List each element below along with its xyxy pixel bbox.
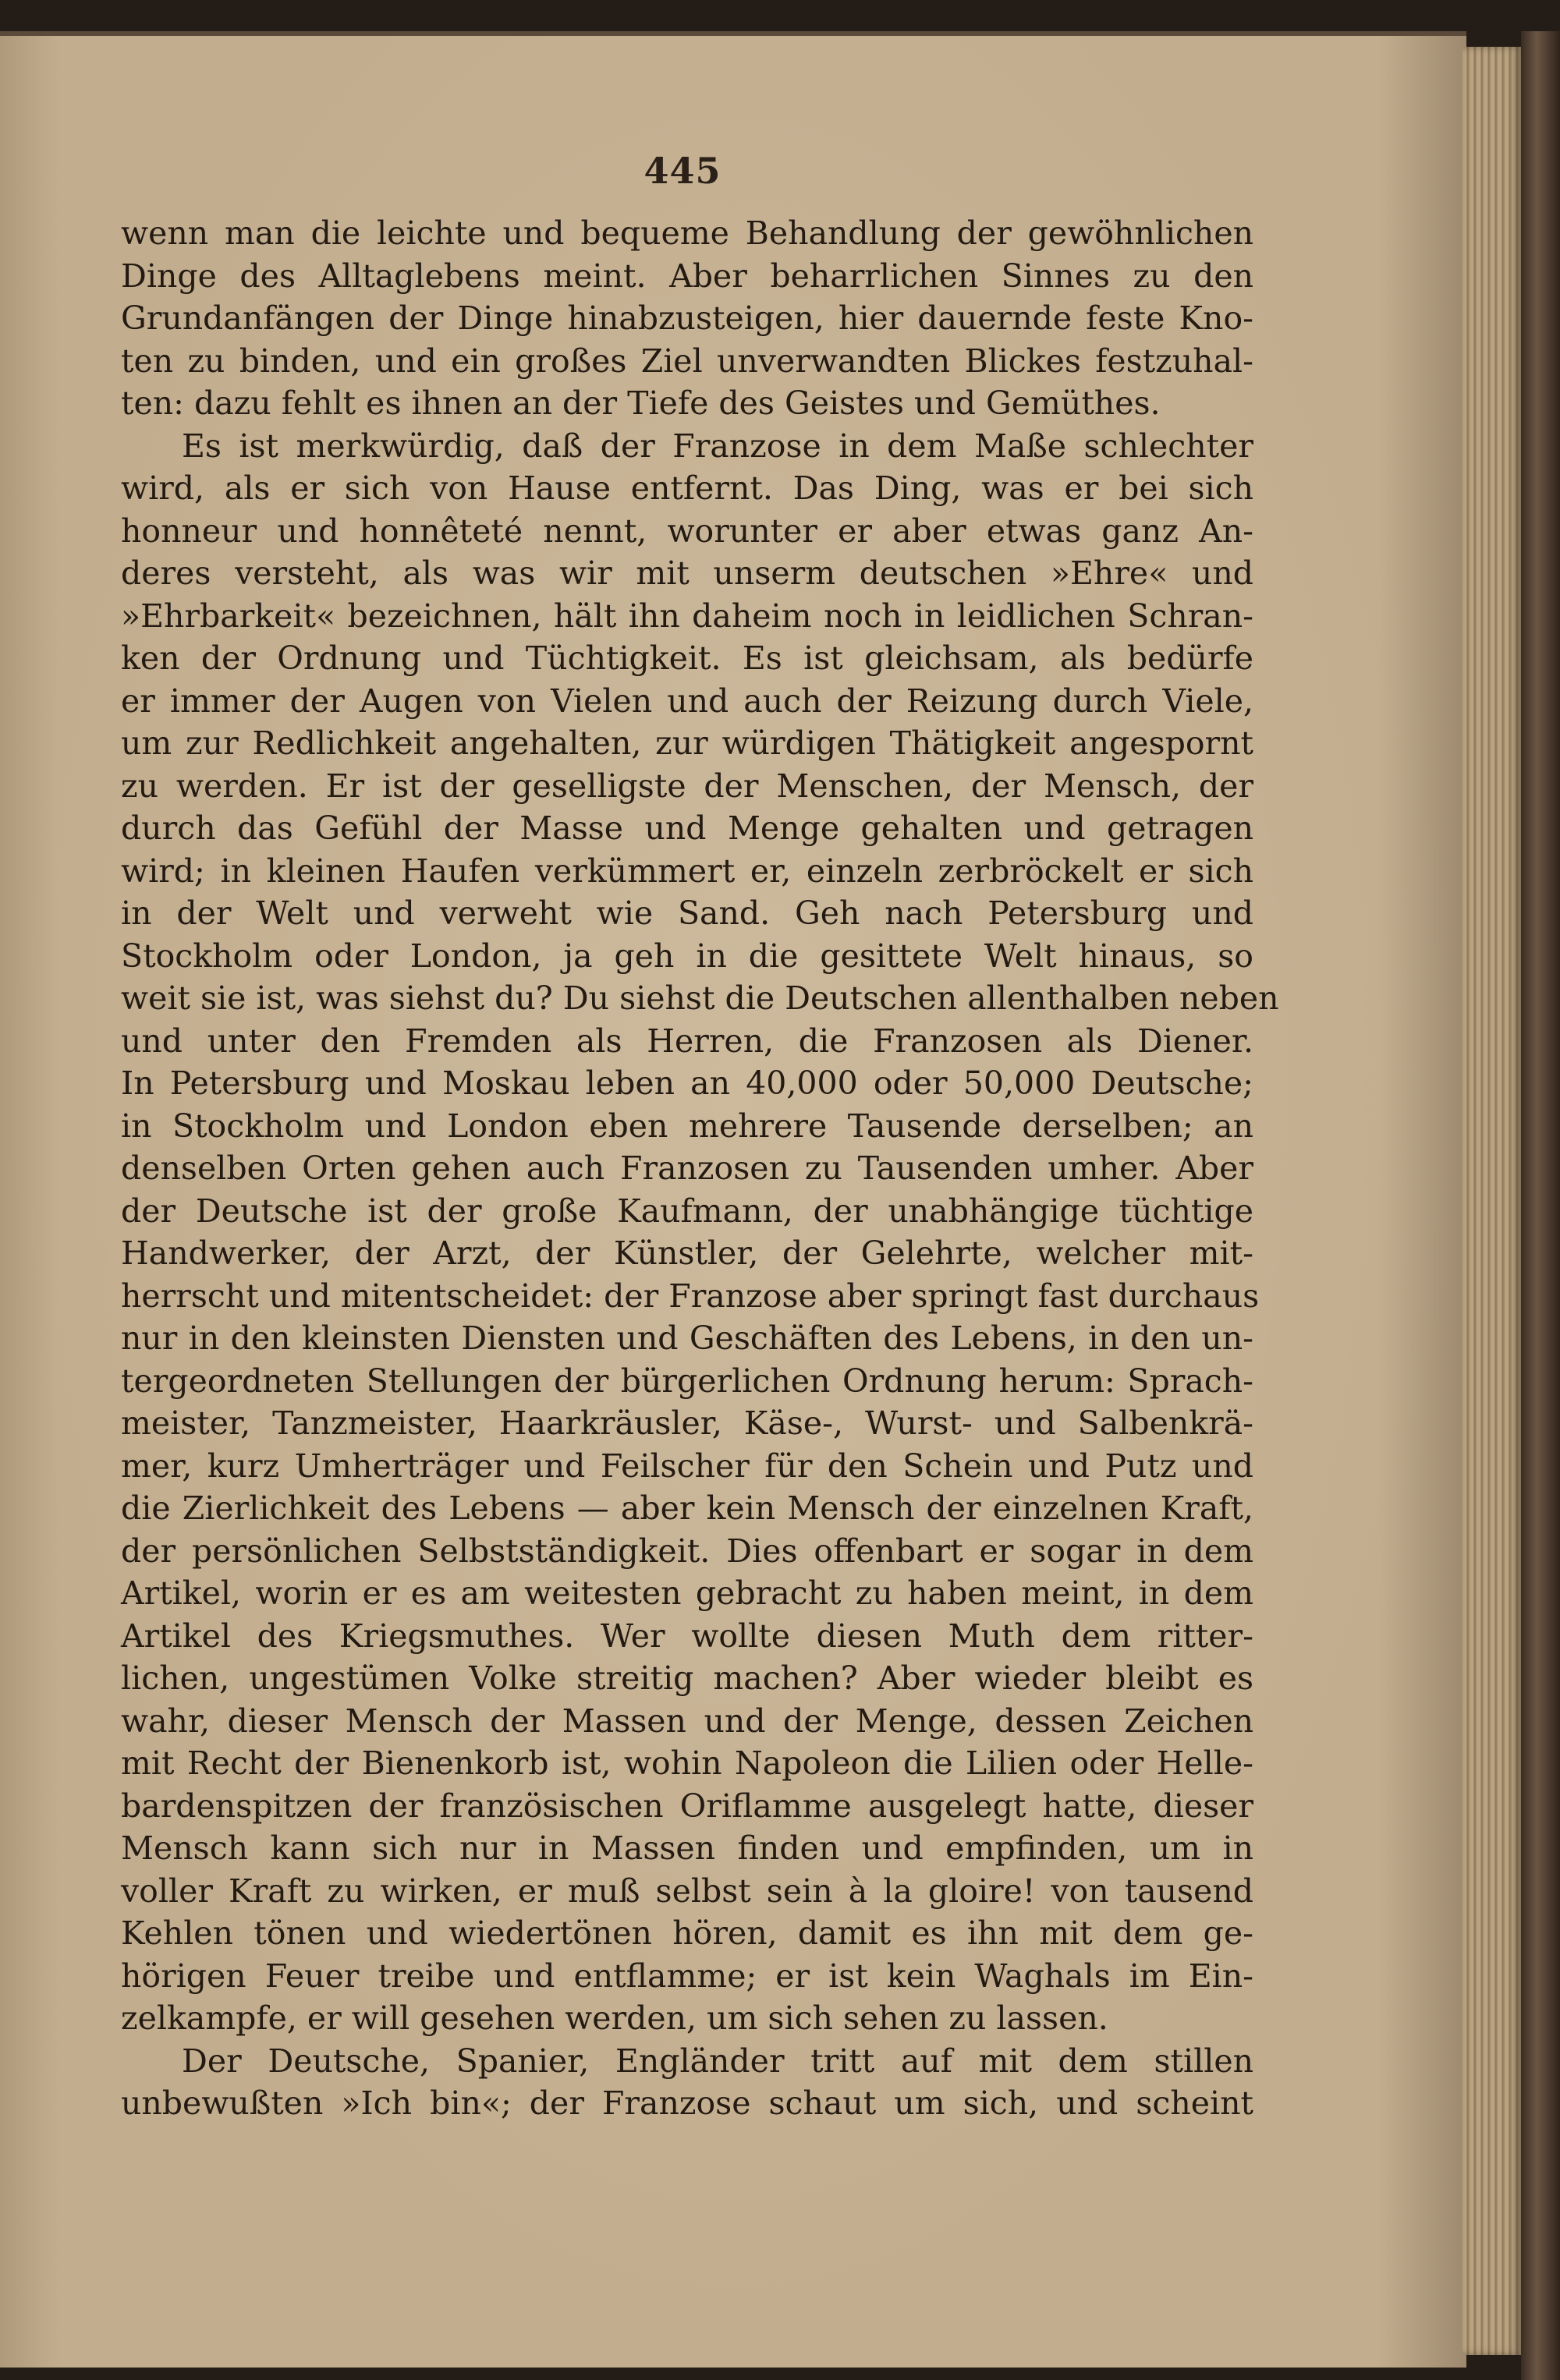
text-line: honneur und honnêteté nennt, worunter er aber etwas ganz An- — [121, 512, 1253, 550]
text-line: unbewußten »Ich bin«; der Franzose schaut um sich, und scheint — [121, 2084, 1253, 2122]
text-line: herrscht und mitentscheidet: der Franzose aber springt fast durchaus — [121, 1277, 1260, 1315]
text-line: ten: dazu fehlt es ihnen an der Tiefe des Geistes und Gemüthes. — [121, 384, 1161, 422]
text-line: In Petersburg und Moskau leben an 40,000 oder 50,000 Deutsche; — [121, 1064, 1253, 1102]
text-line: in der Welt und verweht wie Sand. Geh nach Petersburg und — [121, 894, 1253, 932]
text-line: tergeordneten Stellungen der bürgerlichen Ordnung herum: Sprach- — [121, 1362, 1253, 1400]
text-line: Es ist merkwürdig, daß der Franzose in dem Maße schlechter — [182, 427, 1253, 465]
text-line: Kehlen tönen und wiedertönen hören, damit es ihn mit dem ge- — [121, 1914, 1253, 1952]
text-line: hörigen Feuer treibe und entflamme; er ist kein Waghals im Ein- — [121, 1957, 1253, 1995]
text-line: bardenspitzen der französischen Oriflamme ausgelegt hatte, dieser — [121, 1787, 1253, 1825]
text-line: der Deutsche ist der große Kaufmann, der unabhängige tüchtige — [121, 1192, 1253, 1230]
text-line: wenn man die leichte und bequeme Behandlung der gewöhnlichen — [121, 214, 1253, 252]
text-line: wahr, dieser Mensch der Massen und der Menge, dessen Zeichen — [121, 1702, 1253, 1740]
text-line: und unter den Fremden als Herren, die Franzosen als Diener. — [121, 1022, 1253, 1060]
text-line: Grundanfängen der Dinge hinabzusteigen, hier dauernde feste Kno- — [121, 299, 1253, 337]
book-cover-edge — [1521, 31, 1560, 2380]
text-line: ken der Ordnung und Tüchtigkeit. Es ist gleichsam, als bedürfe — [121, 639, 1253, 677]
text-line: der persönlichen Selbstständigkeit. Dies offenbart er sogar in dem — [121, 1532, 1253, 1570]
text-line: in Stockholm und London eben mehrere Tausende derselben; an — [121, 1107, 1253, 1145]
text-line: durch das Gefühl der Masse und Menge gehalten und getragen — [121, 809, 1253, 847]
text-line: denselben Orten gehen auch Franzosen zu Tausenden umher. Aber — [121, 1149, 1253, 1187]
text-line: »Ehrbarkeit« bezeichnen, hält ihn daheim noch in leidlichen Schran- — [121, 597, 1253, 635]
text-line: wird, als er sich von Hause entfernt. Das Ding, was er bei sich — [121, 469, 1253, 507]
text-line: meister, Tanzmeister, Haarkräusler, Käse-, Wurst- und Salbenkrä- — [121, 1404, 1253, 1442]
text-line: voller Kraft zu wirken, er muß selbst sein à la gloire! von tausend — [121, 1872, 1253, 1910]
text-line: Stockholm oder London, ja geh in die gesittete Welt hinaus, so — [121, 937, 1253, 975]
text-line: nur in den kleinsten Diensten und Geschäften des Lebens, in den un- — [121, 1319, 1253, 1357]
text-line: er immer der Augen von Vielen und auch der Reizung durch Viele, — [121, 682, 1253, 720]
text-line: mit Recht der Bienenkorb ist, wohin Napoleon die Lilien oder Helle- — [121, 1744, 1253, 1782]
text-line: Mensch kann sich nur in Massen finden und empfinden, um in — [121, 1829, 1253, 1867]
body-text — [121, 212, 1279, 2125]
text-line: weit sie ist, was siehst du? Du siehst die Deutschen allenthalben neben — [121, 979, 1279, 1017]
page-edges — [1462, 47, 1521, 2355]
text-line: wird; in kleinen Haufen verkümmert er, einzeln zerbröckelt er sich — [121, 852, 1253, 890]
text-line: Artikel, worin er es am weitesten gebracht zu haben meint, in dem — [121, 1574, 1253, 1612]
text-line: Artikel des Kriegsmuthes. Wer wollte diesen Muth dem ritter- — [121, 1617, 1253, 1655]
text-line: Dinge des Alltaglebens meint. Aber beharrlichen Sinnes zu den — [121, 257, 1253, 295]
text-line: um zur Redlichkeit angehalten, zur würdigen Thätigkeit angespornt — [121, 724, 1253, 762]
text-line: Handwerker, der Arzt, der Künstler, der Gelehrte, welcher mit- — [121, 1234, 1253, 1272]
text-line: zelkampfe, er will gesehen werden, um sich sehen zu lassen. — [121, 1999, 1108, 2037]
text-line: zu werden. Er ist der geselligste der Menschen, der Mensch, der — [121, 767, 1253, 805]
text-line: deres versteht, als was wir mit unserm deutschen »Ehre« und — [121, 554, 1253, 592]
text-line: die Zierlichkeit des Lebens — aber kein Mensch der einzelnen Kraft, — [121, 1489, 1253, 1527]
text-line: ten zu binden, und ein großes Ziel unverwandten Blickes festzuhal- — [121, 342, 1253, 380]
page-number: 445 — [644, 150, 722, 192]
text-line: lichen, ungestümen Volke streitig machen? Aber wieder bleibt es — [121, 1659, 1253, 1697]
text-line: Der Deutsche, Spanier, Engländer tritt auf mit dem stillen — [182, 2042, 1253, 2080]
text-line: mer, kurz Umherträger und Feilscher für den Schein und Putz und — [121, 1447, 1253, 1485]
